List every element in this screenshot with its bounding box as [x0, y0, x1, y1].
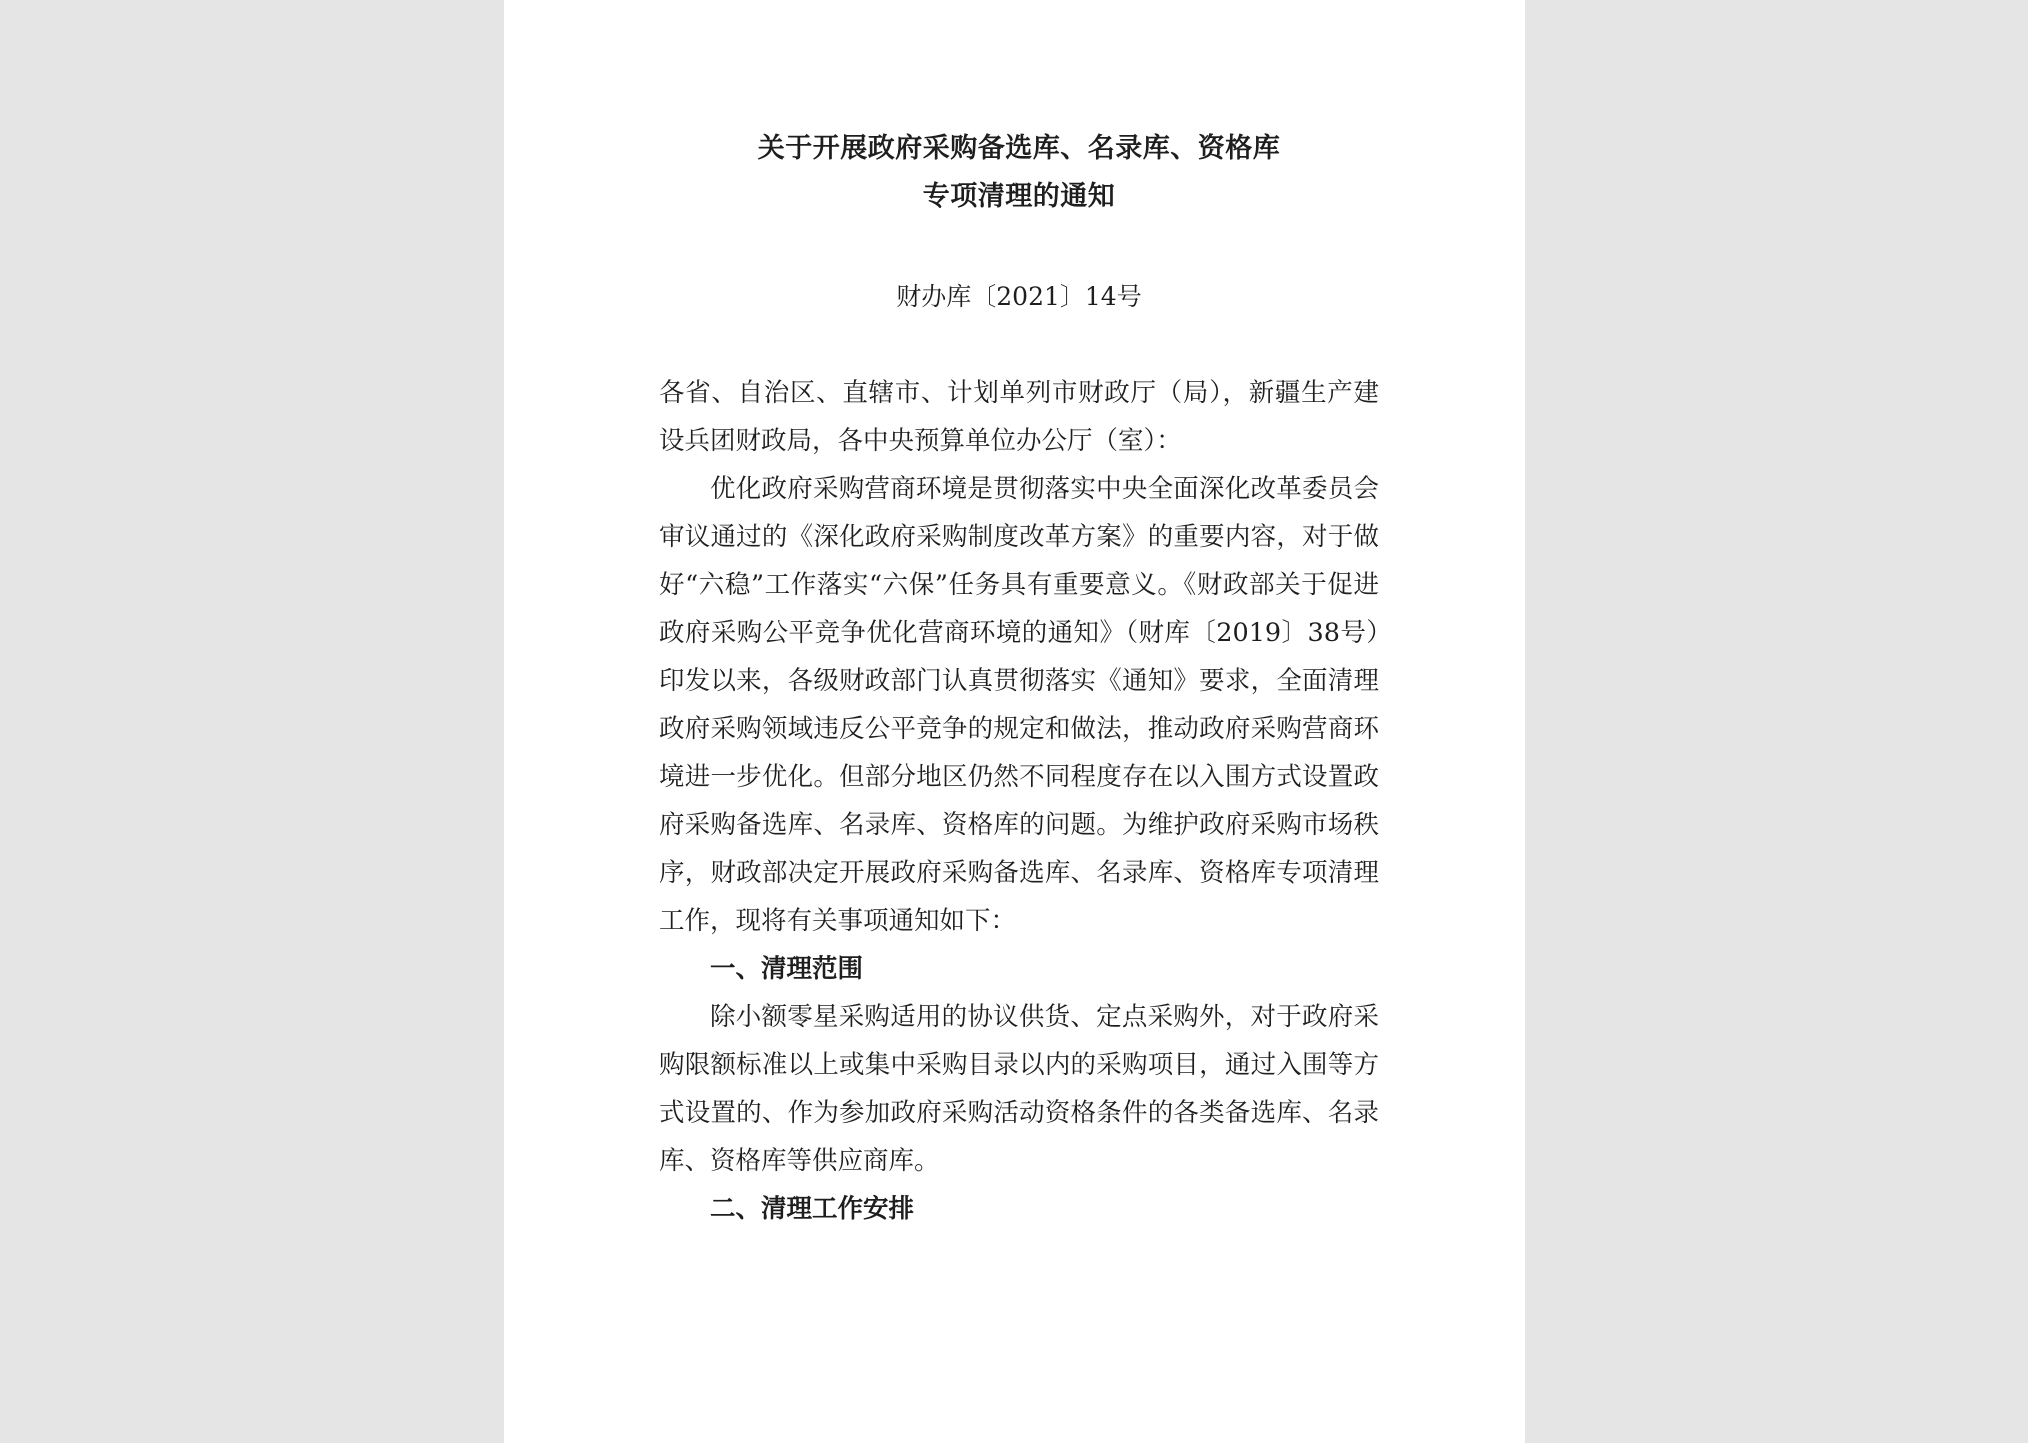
- title-line-2: 专项清理的通知: [922, 181, 1116, 212]
- scope-paragraph: 除小额零星采购适用的协议供货、定点采购外，对于政府采购限额标准以上或集中采购目录以内的采购项目，通过入围等方式设置的、作为参加政府采购活动资格条件的各类备选库、名录库、资格库等供应商库。: [659, 1002, 1379, 1176]
- title-line-1: 关于开展政府采购备选库、名录库、资格库: [757, 133, 1281, 164]
- document-content: [659, 125, 1379, 1233]
- section-heading-arrangement: 二、清理工作安排: [710, 1194, 915, 1224]
- document-number: 财办库〔2021〕14号: [896, 282, 1142, 311]
- intro-paragraph: 优化政府采购营商环境是贯彻落实中央全面深化改革委员会审议通过的《深化政府采购制度改革方案》的重要内容，对于做好“六稳”工作落实“六保”任务具有重要意义。《财政部关于促进政府采购公平竞争优化营商环境的通知》（财库〔2019〕38号）印发以来，各级财政部门认真贯彻落实《通知》要求，全面清理政府采购领域违反公平竞争的规定和做法，推动政府采购营商环境进一步优化。但部分地区仍然不同程度存在以入围方式设置政府采购备选库、名录库、资格库的问题。为维护政府采购市场秩序，财政部决定开展政府采购备选库、名录库、资格库专项清理工作，现将有关事项通知如下：: [659, 474, 1379, 936]
- section-heading-scope: 一、清理范围: [710, 954, 864, 984]
- addressee: 各省、自治区、直辖市、计划单列市财政厅（局），新疆生产建设兵团财政局，各中央预算单位办公厅（室）：: [659, 378, 1379, 456]
- document-page: [504, 0, 1525, 1443]
- document-title: [659, 125, 1379, 221]
